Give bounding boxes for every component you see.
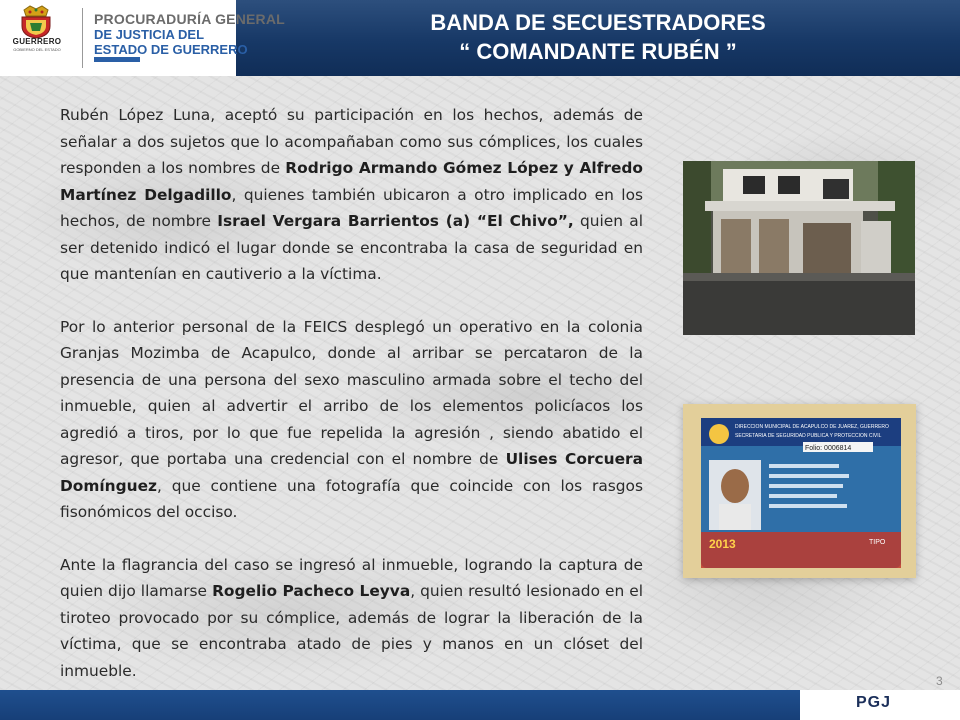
org-name-line2: DE JUSTICIA DEL <box>94 27 205 42</box>
credential-header1: DIRECCION MUNICIPAL DE ACAPULCO DE JUAREZ, GUERRERO <box>735 424 889 430</box>
seal-subcaption: GOBIERNO DEL ESTADO <box>13 47 61 52</box>
slide-title-line2: “ COMANDANTE RUBÉN ” <box>459 39 737 64</box>
slide-title-line1: BANDA DE SECUESTRADORES <box>430 10 766 35</box>
portrait-face-icon <box>721 469 749 503</box>
implicated-name: Israel Vergara Barrientos (a) “El Chivo”, <box>217 212 574 230</box>
org-name-line3: ESTADO DE GUERRERO <box>94 42 248 57</box>
p1-text-end: quien al ser detenido indicó el lugar donde se encontraba la casa de seguridad en que mantenían en cautiverio a la víctima. <box>60 212 644 283</box>
accomplice-names: Rodrigo Armando Gómez López y Alfredo Martínez Delgadillo <box>60 159 643 204</box>
p2-text: Por lo anterior personal de la FEICS desplegó un operativo en la colonia Granjas Mozimba de Acapulco, donde al arribar se percataron de la presencia de una persona del sexo masculino armada sobre el techo del inmueble, quien al advertir el arribo de los elementos policíacos los agredió a tiros, por lo que fue repelida la agresión , siendo abatido el agresor, que portaba una credencial con el nombre de <box>60 317 643 468</box>
logo-accent-bar <box>94 57 140 62</box>
paragraph-2 <box>60 314 643 526</box>
p1-text-cont: , quienes también ubicaron a otro implicado en los hechos, de nombre <box>60 185 643 230</box>
id-card-graphic <box>683 404 916 578</box>
captured-name: Rogelio Pacheco Leyva <box>212 582 411 600</box>
p2-text-end: , que contiene una fotografía que coincide con los rasgos fisonómicos del occiso. <box>60 476 643 521</box>
body-text <box>60 102 643 710</box>
paragraph-1 <box>60 102 643 288</box>
page-number: 3 <box>936 674 943 688</box>
house-facade-icon <box>683 161 915 335</box>
seal-caption: GUERRERO <box>12 37 62 46</box>
p1-text: Rubén López Luna, aceptó su participación en los hechos, además de señalar a dos sujetos que lo acompañaban como sus cómplices, los cuales responden a los nombres de <box>60 106 643 177</box>
logo-panel <box>0 0 285 76</box>
header-bar <box>0 0 960 76</box>
credential-folio: Folio: 0006814 <box>805 445 852 452</box>
deceased-name: Ulises Corcuera Domínguez <box>60 450 643 495</box>
footer-brand: PGJ <box>856 694 892 711</box>
credential-header2: SECRETARIA DE SEGURIDAD PUBLICA Y PROTECCION CIVIL <box>735 433 882 439</box>
credential-photo <box>683 404 916 578</box>
org-name-line1: PROCURADURÍA GENERAL <box>94 11 285 27</box>
logo-divider <box>82 8 83 68</box>
credential-tipo: TIPO <box>869 539 886 546</box>
credential-year: 2013 <box>709 537 736 551</box>
paragraph-3 <box>60 552 643 685</box>
p3-text: Ante la flagrancia del caso se ingresó al inmueble, logrando la captura de quien dijo llamarse <box>60 555 643 600</box>
p3-text-end: , quien resultó lesionado en el tiroteo provocado por su cómplice, además de lograr la liberación de la víctima, que se encontraba atado de pies y manos en un clóset del inmueble. <box>60 582 643 680</box>
badge-icon <box>709 424 729 444</box>
safehouse-photo <box>683 161 915 335</box>
